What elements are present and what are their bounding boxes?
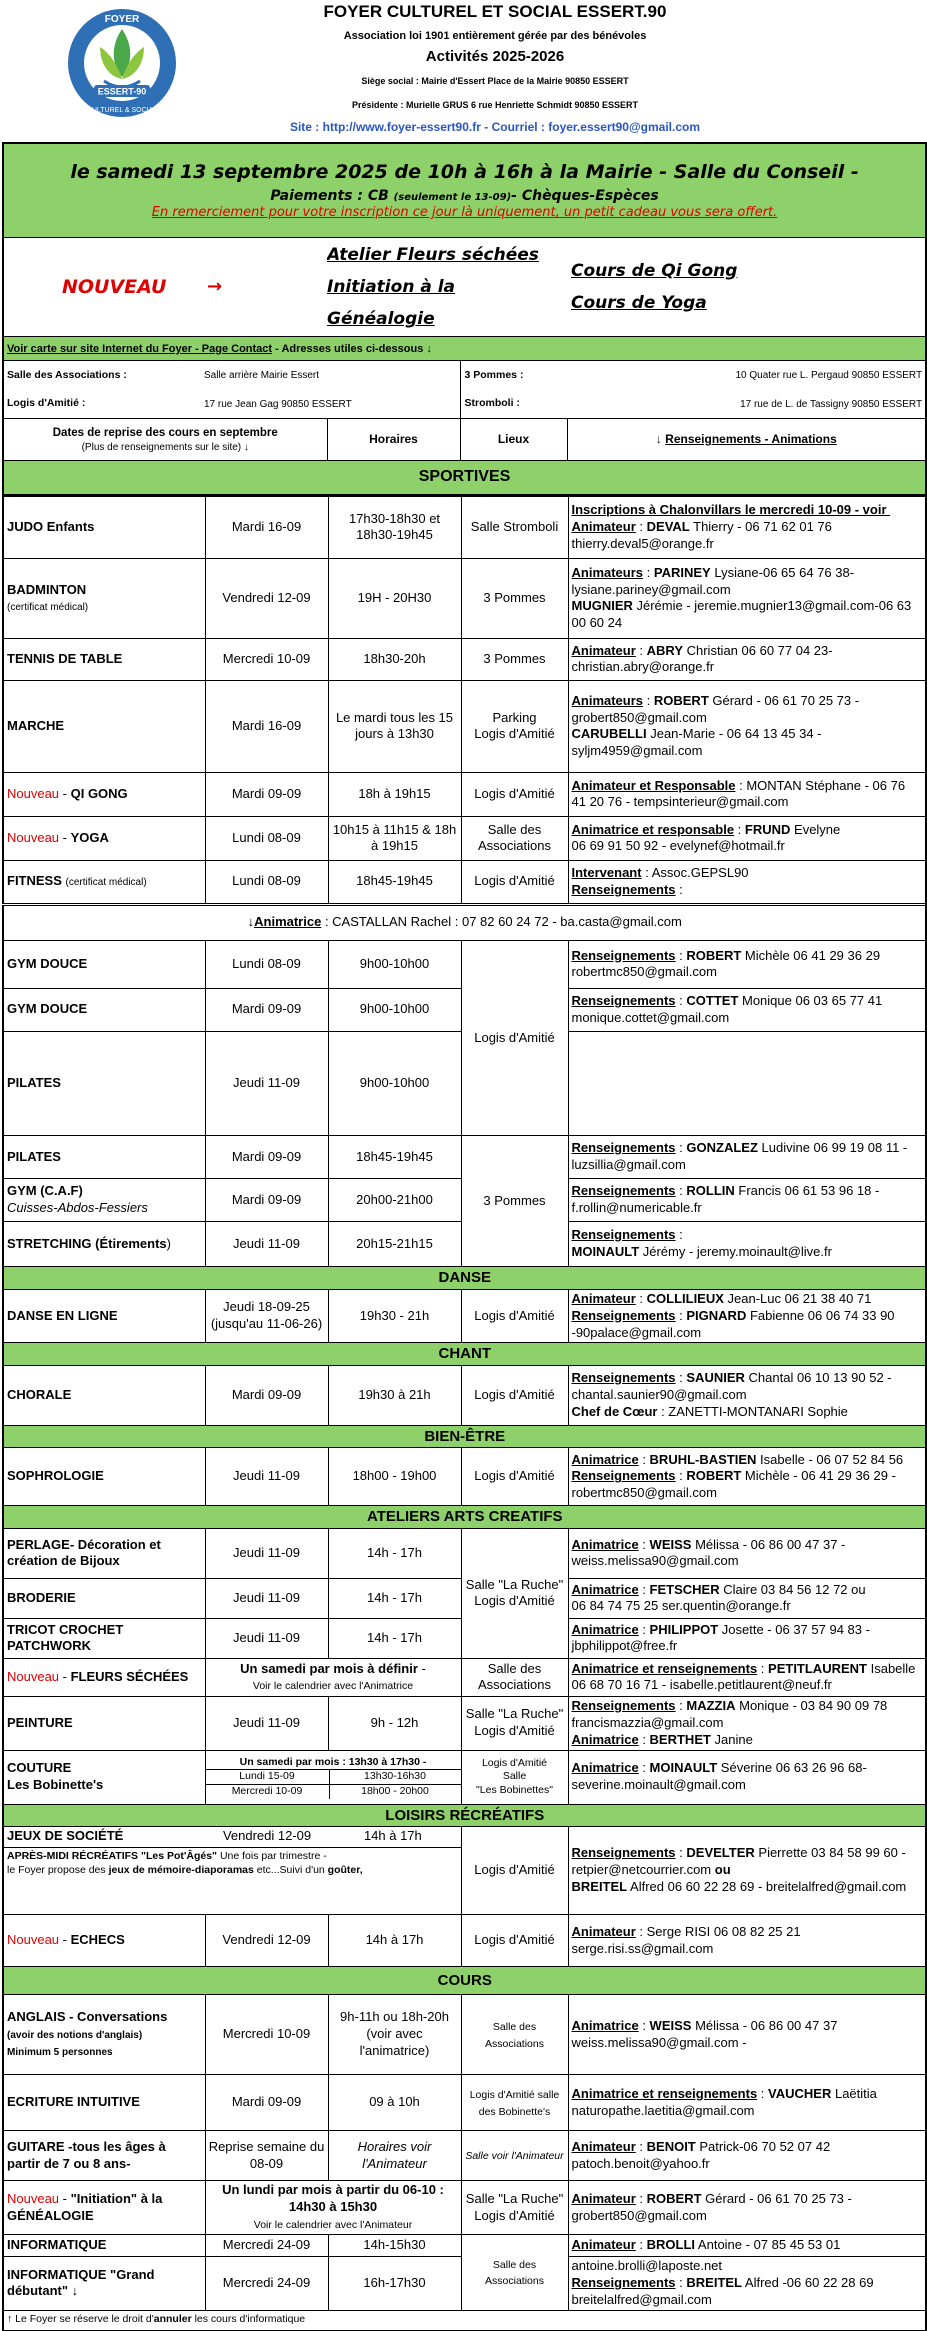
activity-name: DANSE EN LIGNE <box>3 1289 205 1343</box>
footer-note: ↑ Le Foyer se réserve le droit d'annuler les cours d'informatique <box>3 2310 926 2330</box>
activity-row: COUTURE Les Bobinette's Un samedi par mois : 13h30 à 17h30 - Lundi 15-09 13h30-16h30 Mercredi 10-09 18h00 - 20h00 Logis d'Amitié Salle "Les Bobinettes" Animatrice : MOINAULT Séverine 06 63 26 96 68-severine.moinault@gmail.com <box>3 1750 926 1804</box>
activity-name: TRICOT CROCHET PATCHWORK <box>3 1618 205 1658</box>
activity-date: Un samedi par mois à définir - Voir le calendrier avec l'Animatrice <box>205 1658 461 1696</box>
activites-title: Activités 2025-2026 <box>425 48 565 65</box>
inscription-date: le samedi 13 septembre 2025 de 10h à 16h à la Mairie - Salle du Conseil - <box>70 161 859 184</box>
activity-horaire: Le mardi tous les 15 jours à 13h30 <box>328 680 461 772</box>
activity-lieu: Logis d'Amitié <box>461 1365 568 1425</box>
activity-info: Animatrice : PHILIPPOT Josette - 06 37 57 94 83 -jbphilippot@free.fr <box>568 1618 926 1658</box>
activity-row <box>3 1448 926 1506</box>
activity-horaire: 18h45-19h45 <box>328 860 461 904</box>
activity-row <box>3 638 926 680</box>
activity-row <box>3 940 926 988</box>
activity-horaire: 14h-15h30 <box>328 2235 461 2257</box>
activity-info: Animatrice et renseignements : VAUCHER Laëtitia naturopathe.laetitia@gmail.com <box>568 2075 926 2131</box>
activity-horaire: 10h15 à 11h15 & 18h à 19h15 <box>328 816 461 860</box>
activity-name: Nouveau - QI GONG <box>3 772 205 816</box>
activity-row <box>3 680 926 772</box>
site-link[interactable]: Site : http://www.foyer-essert90.fr <box>289 120 481 134</box>
activity-horaire: 09 à 10h <box>328 2075 461 2131</box>
activity-lieu: Logis d'Amitié <box>461 1289 568 1343</box>
activity-horaire: 18h45-19h45 <box>328 1136 461 1179</box>
activity-horaire: 18h00 - 19h00 <box>328 1448 461 1506</box>
activity-name: JUDO Enfants <box>3 496 205 558</box>
thanks-note: En remerciement pour votre inscription ce jour là uniquement, un petit cadeau vous sera offert. <box>151 205 778 221</box>
activity-row <box>3 2075 926 2131</box>
svg-text:CULTUREL & SOCIAL: CULTUREL & SOCIAL <box>86 107 158 114</box>
adresse-row-1 <box>3 361 926 390</box>
activity-horaire: 17h30-18h30 et 18h30-19h45 <box>328 496 461 558</box>
activity-row <box>3 1658 926 1696</box>
adresses-header: Voir carte sur site Internet du Foyer - Page Contact - Adresses utiles ci-dessous ↓ <box>3 337 926 361</box>
col-horaires: Horaires <box>327 419 460 461</box>
activity-info: antoine.brolli@laposte.net Renseignements : BREITEL Alfred -06 60 22 28 69 breitelalfred@gmail.com <box>568 2257 926 2311</box>
activity-date: Jeudi 11-09 <box>205 1578 328 1618</box>
activity-date: Reprise semaine du 08-09 <box>205 2131 328 2181</box>
activity-date: Lundi 08-09 <box>205 860 328 904</box>
activity-date: Jeudi 11-09 <box>205 1031 328 1135</box>
activity-name: ANGLAIS - Conversations (avoir des notions d'anglais) Minimum 5 personnes <box>3 1995 205 2075</box>
activity-row <box>3 1696 926 1750</box>
activity-lieu: Salle voir l'Animateur <box>461 2131 568 2181</box>
activity-info: Animateur : BENOIT Patrick-06 70 52 07 42 patoch.benoit@yahoo.fr <box>568 2131 926 2181</box>
nouveau-genealogie: Initiation à la Généalogie <box>327 276 456 330</box>
activity-date: Mardi 09-09 <box>205 1365 328 1425</box>
activity-name: GYM DOUCE <box>3 940 205 988</box>
svg-text:ESSERT-90: ESSERT-90 <box>97 86 147 97</box>
activity-horaire: 20h15-21h15 <box>328 1222 461 1267</box>
activity-date: Vendredi 12-09 <box>205 1915 328 1967</box>
activity-row <box>3 1915 926 1967</box>
svg-text:FOYER: FOYER <box>104 14 140 25</box>
activity-name: TENNIS DE TABLE <box>3 638 205 680</box>
nouveau-qigong: Cours de Qi Gong <box>571 260 738 281</box>
activity-date: Mardi 09-09 <box>205 1179 328 1222</box>
activity-info: Animatrice et renseignements : PETITLAURENT Isabelle 06 68 70 16 71 - isabelle.petitlaurent@neuf.fr <box>568 1658 926 1696</box>
activity-horaire: 16h-17h30 <box>328 2257 461 2311</box>
activity-info: Inscriptions à Chalonvillars le mercredi 10-09 - voir Animateur : DEVAL Thierry - 06 71 62 01 76 thierry.deval5@orange.fr <box>568 496 926 558</box>
columns-header: Dates de reprise des cours en septembre (Plus de renseignements sur le site) ↓ Horaires Lieux ↓ Renseignements - Animations <box>3 419 926 461</box>
activity-row <box>3 2235 926 2257</box>
activity-date: Mercredi 24-09 <box>205 2257 328 2311</box>
page-title: FOYER CULTUREL ET SOCIAL ESSERT.90 <box>323 2 667 21</box>
addr-value-salle: Salle arrière Mairie Essert <box>204 370 320 382</box>
activity-lieu: Logis d'Amitié <box>461 940 568 1135</box>
castallan-row: ↓Animatrice : CASTALLAN Rachel : 07 82 60 24 72 - ba.casta@gmail.com <box>3 904 926 940</box>
siege-social: Siège social : Mairie d'Essert Place de la Mairie 90850 ESSERT <box>361 76 629 86</box>
activity-name: SOPHROLOGIE <box>3 1448 205 1506</box>
activity-info: Animatrice : BRUHL-BASTIEN Isabelle - 06 07 52 84 56 Renseignements : ROBERT Michèle - 06 41 29 36 29 -robertmc850@gmail.com <box>568 1448 926 1506</box>
activities-sheet <box>2 142 925 2331</box>
foyer-logo <box>66 7 178 119</box>
activity-info: Animateurs : ROBERT Gérard - 06 61 70 25 73 -grobert850@gmail.com CARUBELLI Jean-Marie - 06 64 13 45 34 -syljm4959@gmail.com <box>568 680 926 772</box>
addr-value-stromboli: 17 rue de L. de Tassigny 90850 ESSERT <box>567 390 926 419</box>
activity-horaire: 9h-11h ou 18h-20h (voir avec l'animatrice) <box>328 1995 461 2075</box>
activity-info: Animatrice : WEISS Mélissa - 06 86 00 47 37 -weiss.melissa90@gmail.com <box>568 1528 926 1578</box>
activity-row <box>3 1995 926 2075</box>
activity-lieu: Salle des Associations <box>461 1658 568 1696</box>
section-cours: COURS <box>3 1967 926 1995</box>
activity-date: Jeudi 11-09 <box>205 1696 328 1750</box>
contact-page-link[interactable]: Voir carte sur site Internet du Foyer - Page Contact <box>7 342 273 355</box>
activity-row: JEUX DE SOCIÉTÉ Vendredi 12-09 14h à 17h APRÈS-MIDI RÉCRÉATIFS "Les Pot'Âgés" Une fois par trimestre - le Foyer propose des jeux de mémoire-diaporamas etc...Suivi d'un goûter, Logis d'Amitié Renseignements : DEVELTER Pierrette 03 84 58 99 60 -retpier@netcourrier.com ou BREITEL Alfred 06 60 22 28 69 - breitelalfred@gmail.com <box>3 1827 926 1915</box>
nouveau-arrow: → <box>207 276 223 298</box>
section-loisirs: LOISIRS RÉCRÉATIFS <box>3 1804 926 1827</box>
page-header <box>0 0 927 140</box>
activity-name: Nouveau - FLEURS SÉCHÉES <box>3 1658 205 1696</box>
activity-info: Intervenant : Assoc.GEPSL90 Renseignements : <box>568 860 926 904</box>
activity-lieu: 3 Pommes <box>461 558 568 638</box>
activity-date: Mardi 09-09 <box>205 772 328 816</box>
activity-date: Jeudi 18-09-25 (jusqu'au 11-06-26) <box>205 1289 328 1343</box>
activity-date: Lundi 08-09 <box>205 940 328 988</box>
activity-horaire: 14h à 17h <box>328 1915 461 1967</box>
activity-row <box>3 558 926 638</box>
activity-name: GYM (C.A.F) Cuisses-Abdos-Fessiers <box>3 1179 205 1222</box>
addr-value-logis: 17 rue Jean Gag 90850 ESSERT <box>201 390 460 419</box>
addr-label-stromboli: Stromboli : <box>460 390 567 419</box>
activity-lieu: Salle Stromboli <box>461 496 568 558</box>
activity-info: Animateur : ABRY Christian 06 60 77 04 23-christian.abry@orange.fr <box>568 638 926 680</box>
assoc-subtitle: Association loi 1901 entièrement gérée par des bénévoles <box>343 30 647 42</box>
activity-date: Mardi 09-09 <box>205 988 328 1031</box>
nouveau-label: NOUVEAU <box>62 275 167 298</box>
activity-name: STRETCHING (Étirements) <box>3 1222 205 1267</box>
activity-date: Lundi 08-09 <box>205 816 328 860</box>
activities-table <box>2 496 927 2331</box>
activity-info: Animateur : ROBERT Gérard - 06 61 70 25 73 -grobert850@gmail.com <box>568 2181 926 2235</box>
activity-lieu: Logis d'Amitié <box>461 1915 568 1967</box>
activity-row <box>3 2181 926 2235</box>
activity-info: Animateur : Serge RISI 06 08 82 25 21 serge.risi.ss@gmail.com <box>568 1915 926 1967</box>
nouveau-fleurs: Atelier Fleurs séchées <box>327 244 539 265</box>
activity-name: PERLAGE- Décoration et création de Bijoux <box>3 1528 205 1578</box>
activity-lieu <box>568 1031 926 1135</box>
section-sportives: SPORTIVES <box>3 461 926 495</box>
activity-name: PILATES <box>3 1136 205 1179</box>
activity-horaire: 20h00-21h00 <box>328 1179 461 1222</box>
activity-name: INFORMATIQUE "Grand débutant" ↓ <box>3 2257 205 2311</box>
activity-row <box>3 816 926 860</box>
activity-horaire: 14h - 17h <box>328 1578 461 1618</box>
activity-name: BADMINTON (certificat médical) <box>3 558 205 638</box>
addr-label-logis: Logis d'Amitié : <box>3 390 201 419</box>
activity-name: PILATES <box>3 1031 205 1135</box>
activity-date: Mardi 09-09 <box>205 1136 328 1179</box>
activity-lieu: 3 Pommes <box>461 1136 568 1267</box>
nouveau-yoga: Cours de Yoga <box>571 292 707 313</box>
activity-info: Renseignements : GONZALEZ Ludivine 06 99 19 08 11 -luzsillia@gmail.com <box>568 1136 926 1179</box>
activity-horaire: 9h00-10h00 <box>328 988 461 1031</box>
activity-horaire: 9h - 12h <box>328 1696 461 1750</box>
activity-date: Jeudi 11-09 <box>205 1448 328 1506</box>
activity-lieu: Parking Logis d'Amitié <box>461 680 568 772</box>
activity-name: FITNESS (certificat médical) <box>3 860 205 904</box>
section-chant: CHANT <box>3 1343 926 1366</box>
section-bienetre: BIEN-ÊTRE <box>3 1425 926 1448</box>
activity-name: INFORMATIQUE <box>3 2235 205 2257</box>
activity-date: Mercredi 10-09 <box>205 638 328 680</box>
activity-row <box>3 2131 926 2181</box>
activity-horaire: 18h30-20h <box>328 638 461 680</box>
activity-info: Animateurs : PARINEY Lysiane-06 65 64 76 38-lysiane.pariney@gmail.com MUGNIER Jérémie - jeremie.mugnier13@gmail.com-06 63 00 60 24 <box>568 558 926 638</box>
activity-date: Vendredi 12-09 <box>205 558 328 638</box>
activity-date: Jeudi 11-09 <box>205 1528 328 1578</box>
activity-row <box>3 1365 926 1425</box>
activity-info: Animateur et Responsable : MONTAN Stéphane - 06 76 41 20 76 - tempsinterieur@gmail.com <box>568 772 926 816</box>
activity-row <box>3 1528 926 1578</box>
activity-date: Mardi 16-09 <box>205 496 328 558</box>
activity-horaire: 19h30 - 21h <box>328 1289 461 1343</box>
activity-row <box>3 1136 926 1179</box>
activity-row <box>3 772 926 816</box>
activity-lieu: Logis d'Amitié <box>461 860 568 904</box>
activity-lieu: Salle des Associations <box>461 2235 568 2311</box>
activity-name: GUITARE -tous les âges à partir de 7 ou 8 ans- <box>3 2131 205 2181</box>
activity-lieu: Salle des Associations <box>461 816 568 860</box>
activity-horaire: 18h à 19h15 <box>328 772 461 816</box>
activity-info: Renseignements : SAUNIER Chantal 06 10 13 90 52 -chantal.saunier90@gmail.com Chef de Cœur : ZANETTI-MONTANARI Sophie <box>568 1365 926 1425</box>
activity-lieu: Logis d'Amitié <box>461 772 568 816</box>
activity-info: Animatrice : WEISS Mélissa - 06 86 00 47 37 weiss.melissa90@gmail.com - <box>568 1995 926 2075</box>
paiements: Paiements : CB (seulement le 13-09)- Chèques-Espèces <box>270 187 659 204</box>
activity-info: Renseignements : ROLLIN Francis 06 61 53 96 18 -f.rollin@numericable.fr <box>568 1179 926 1222</box>
activity-info: Animatrice : FETSCHER Claire 03 84 56 12 72 ou 06 84 74 75 25 ser.quentin@orange.fr <box>568 1578 926 1618</box>
activity-lieu: 3 Pommes <box>461 638 568 680</box>
activity-info: Animateur : COLLILIEUX Jean-Luc 06 21 38 40 71 Renseignements : PIGNARD Fabienne 06 06 74 33 90 -90palace@gmail.com <box>568 1289 926 1343</box>
activity-date: Jeudi 11-09 <box>205 1618 328 1658</box>
activity-name: CHORALE <box>3 1365 205 1425</box>
activity-date: Mardi 09-09 <box>205 2075 328 2131</box>
contact-line: Site : http://www.foyer-essert90.fr - Courriel : foyer.essert90@gmail.com <box>289 120 701 134</box>
activity-info: Renseignements : MAZZIA Monique - 03 84 90 09 78 francismazzia@gmail.com Animatrice : BERTHET Janine <box>568 1696 926 1750</box>
activity-lieu: Logis d'Amitié <box>461 1448 568 1506</box>
activity-info: Renseignements : COTTET Monique 06 03 65 77 41 monique.cottet@gmail.com <box>568 988 926 1031</box>
section-danse: DANSE <box>3 1267 926 1290</box>
activity-date: Un lundi par mois à partir du 06-10 : 14h30 à 15h30 Voir le calendrier avec l'Animateur <box>205 2181 461 2235</box>
activity-info: Renseignements : MOINAULT Jérémy - jeremy.moinault@live.fr <box>568 1222 926 1267</box>
activity-name: MARCHE <box>3 680 205 772</box>
activity-date: Mercredi 24-09 <box>205 2235 328 2257</box>
col-lieux: Lieux <box>460 419 567 461</box>
adresse-row-2 <box>3 390 926 419</box>
col-renseignements: Renseignements - Animations <box>665 432 837 447</box>
activity-date: Mercredi 10-09 <box>205 1995 328 2075</box>
activity-lieu: Salle "La Ruche" Logis d'Amitié <box>461 2181 568 2235</box>
activity-info: Animatrice et responsable : FRUND Evelyne 06 69 91 50 92 - evelynef@hotmail.fr <box>568 816 926 860</box>
addr-value-pommes: 10 Quater rue L. Pergaud 90850 ESSERT <box>567 361 926 390</box>
activity-lieu: Logis d'Amitié salle des Bobinette's <box>461 2075 568 2131</box>
activity-name: GYM DOUCE <box>3 988 205 1031</box>
activity-name: ECRITURE INTUITIVE <box>3 2075 205 2131</box>
activity-name: Nouveau - YOGA <box>3 816 205 860</box>
activity-info: Renseignements : ROBERT Michèle 06 41 29 36 29 robertmc850@gmail.com <box>568 940 926 988</box>
activity-name: Nouveau - "Initiation" à la GÉNÉALOGIE <box>3 2181 205 2235</box>
activity-horaire: 14h - 17h <box>328 1618 461 1658</box>
activity-name: Nouveau - ECHECS <box>3 1915 205 1967</box>
inscription-banner <box>3 143 926 237</box>
col-dates: Dates de reprise des cours en septembre <box>52 426 278 439</box>
activity-row <box>3 860 926 904</box>
nouveau-row <box>3 237 926 337</box>
activity-date: Mardi 16-09 <box>205 680 328 772</box>
activity-lieu: Salle "La Ruche" Logis d'Amitié <box>461 1696 568 1750</box>
activity-horaire: 19h30 à 21h <box>328 1365 461 1425</box>
activity-lieu: Salle "La Ruche" Logis d'Amitié <box>461 1528 568 1658</box>
activity-horaire: Horaires voir l'Animateur <box>328 2131 461 2181</box>
section-ateliers: ATELIERS ARTS CREATIFS <box>3 1506 926 1529</box>
activity-date: Jeudi 11-09 <box>205 1222 328 1267</box>
activity-lieu: Salle des Associations <box>461 1995 568 2075</box>
activity-name: BRODERIE <box>3 1578 205 1618</box>
email-link[interactable]: Courriel : foyer.essert90@gmail.com <box>491 120 701 134</box>
activity-horaire: 14h - 17h <box>328 1528 461 1578</box>
activity-horaire: 19H - 20H30 <box>328 558 461 638</box>
activity-info: Animateur : BROLLI Antoine - 07 85 45 53 01 <box>568 2235 926 2257</box>
activity-row <box>3 496 926 558</box>
addr-label-pommes: 3 Pommes : <box>460 361 567 390</box>
activity-horaire: 9h00-10h00 <box>328 1031 461 1135</box>
activity-row <box>3 1289 926 1343</box>
activity-name: PEINTURE <box>3 1696 205 1750</box>
activity-horaire: 9h00-10h00 <box>328 940 461 988</box>
addr-label-salle: Salle des Associations : <box>3 361 201 390</box>
presidente: Présidente : Murielle GRUS 6 rue Henriette Schmidt 90850 ESSERT <box>351 100 639 110</box>
